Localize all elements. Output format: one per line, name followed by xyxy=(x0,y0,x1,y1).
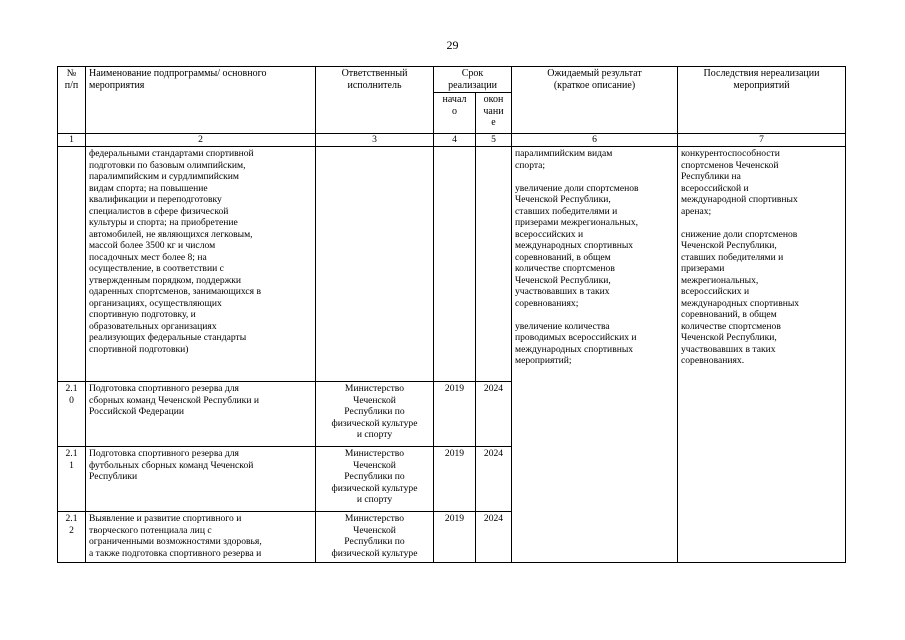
row-start-empty xyxy=(434,147,476,382)
header-consequences: Последствия нереализации мероприятий xyxy=(678,67,846,134)
expected-result: паралимпийским видам спорта; увеличение доли спортсменов Чеченской Республики, ставших победителями и призерами межрегиональных, всероссийских и международных спортивных соревнований, в общем количестве спортсменов Чеченской Республики, участвовавших в таких соревнованиях; увеличение количества проводимых всероссийских и международных спортивных мероприятий; xyxy=(512,147,678,563)
header-row xyxy=(58,67,846,93)
header-num: № п/п xyxy=(58,67,86,134)
program-table xyxy=(57,66,846,563)
col-number: 2 xyxy=(86,134,316,147)
header-start: начал о xyxy=(434,93,476,134)
header-executor: Ответственный исполнитель xyxy=(316,67,434,134)
col-number: 5 xyxy=(476,134,512,147)
header-name: Наименование подпрограммы/ основного мероприятия xyxy=(86,67,316,134)
col-number: 4 xyxy=(434,134,476,147)
row-executor-empty xyxy=(316,147,434,382)
row-end: 2024 xyxy=(476,447,512,512)
row-executor: Министерство Чеченской Республики по физической культуре xyxy=(316,512,434,563)
header-expected-result: Ожидаемый результат (краткое описание) xyxy=(512,67,678,134)
row-executor: Министерство Чеченской Республики по физической культуре и спорту xyxy=(316,447,434,512)
column-numbers-row xyxy=(58,134,846,147)
col-number: 7 xyxy=(678,134,846,147)
row-num-empty xyxy=(58,147,86,382)
row-num: 2.1 0 xyxy=(58,382,86,447)
consequences: конкурентоспособности спортсменов Чеченской Республики на всероссийской и международной спортивных аренах; снижение доли спортсменов Чеченской Республики, ставших победителями и призерами межрегиональных, всероссийских и международных спортивных соревнований, в общем количестве спортсменов Чеченской Республики, участвовавших в таких соревнованиях. xyxy=(678,147,846,563)
col-number: 3 xyxy=(316,134,434,147)
row-start: 2019 xyxy=(434,447,476,512)
col-number: 1 xyxy=(58,134,86,147)
row-num: 2.1 2 xyxy=(58,512,86,563)
header-end: окон чани е xyxy=(476,93,512,134)
row-name: Подготовка спортивного резерва для сборных команд Чеченской Республики и Российской Федерации xyxy=(86,382,316,447)
header-period: Срок реализации xyxy=(434,67,512,93)
row-end-empty xyxy=(476,147,512,382)
table-row xyxy=(58,147,846,382)
row-end: 2024 xyxy=(476,512,512,563)
row-name: Подготовка спортивного резерва для футбольных сборных команд Чеченской Республики xyxy=(86,447,316,512)
col-number: 6 xyxy=(512,134,678,147)
row-name: Выявление и развитие спортивного и творческого потенциала лиц с ограниченными возможностями здоровья, а также подготовка спортивного резерва и xyxy=(86,512,316,563)
row-executor: Министерство Чеченской Республики по физической культуре и спорту xyxy=(316,382,434,447)
row-start: 2019 xyxy=(434,512,476,563)
row-num: 2.1 1 xyxy=(58,447,86,512)
page-number: 29 xyxy=(446,38,459,52)
row-end: 2024 xyxy=(476,382,512,447)
continuation-name: федеральными стандартами спортивной подготовки по базовым олимпийским, паралимпийским и сурдлимпийским видам спорта; на повышение квалификации и переподготовку специалистов в сфере физической культуры и спорта; на приобретение автомобилей, не являющихся легковым, массой более 3500 кг и числом посадочных мест более 8; на осуществление, в соответствии с утвержденным порядком, поддержки одаренных спортсменов, занимающихся в организациях, осуществляющих спортивную подготовку, и образовательных организациях реализующих федеральные стандарты спортивной подготовки) xyxy=(86,147,316,382)
row-start: 2019 xyxy=(434,382,476,447)
